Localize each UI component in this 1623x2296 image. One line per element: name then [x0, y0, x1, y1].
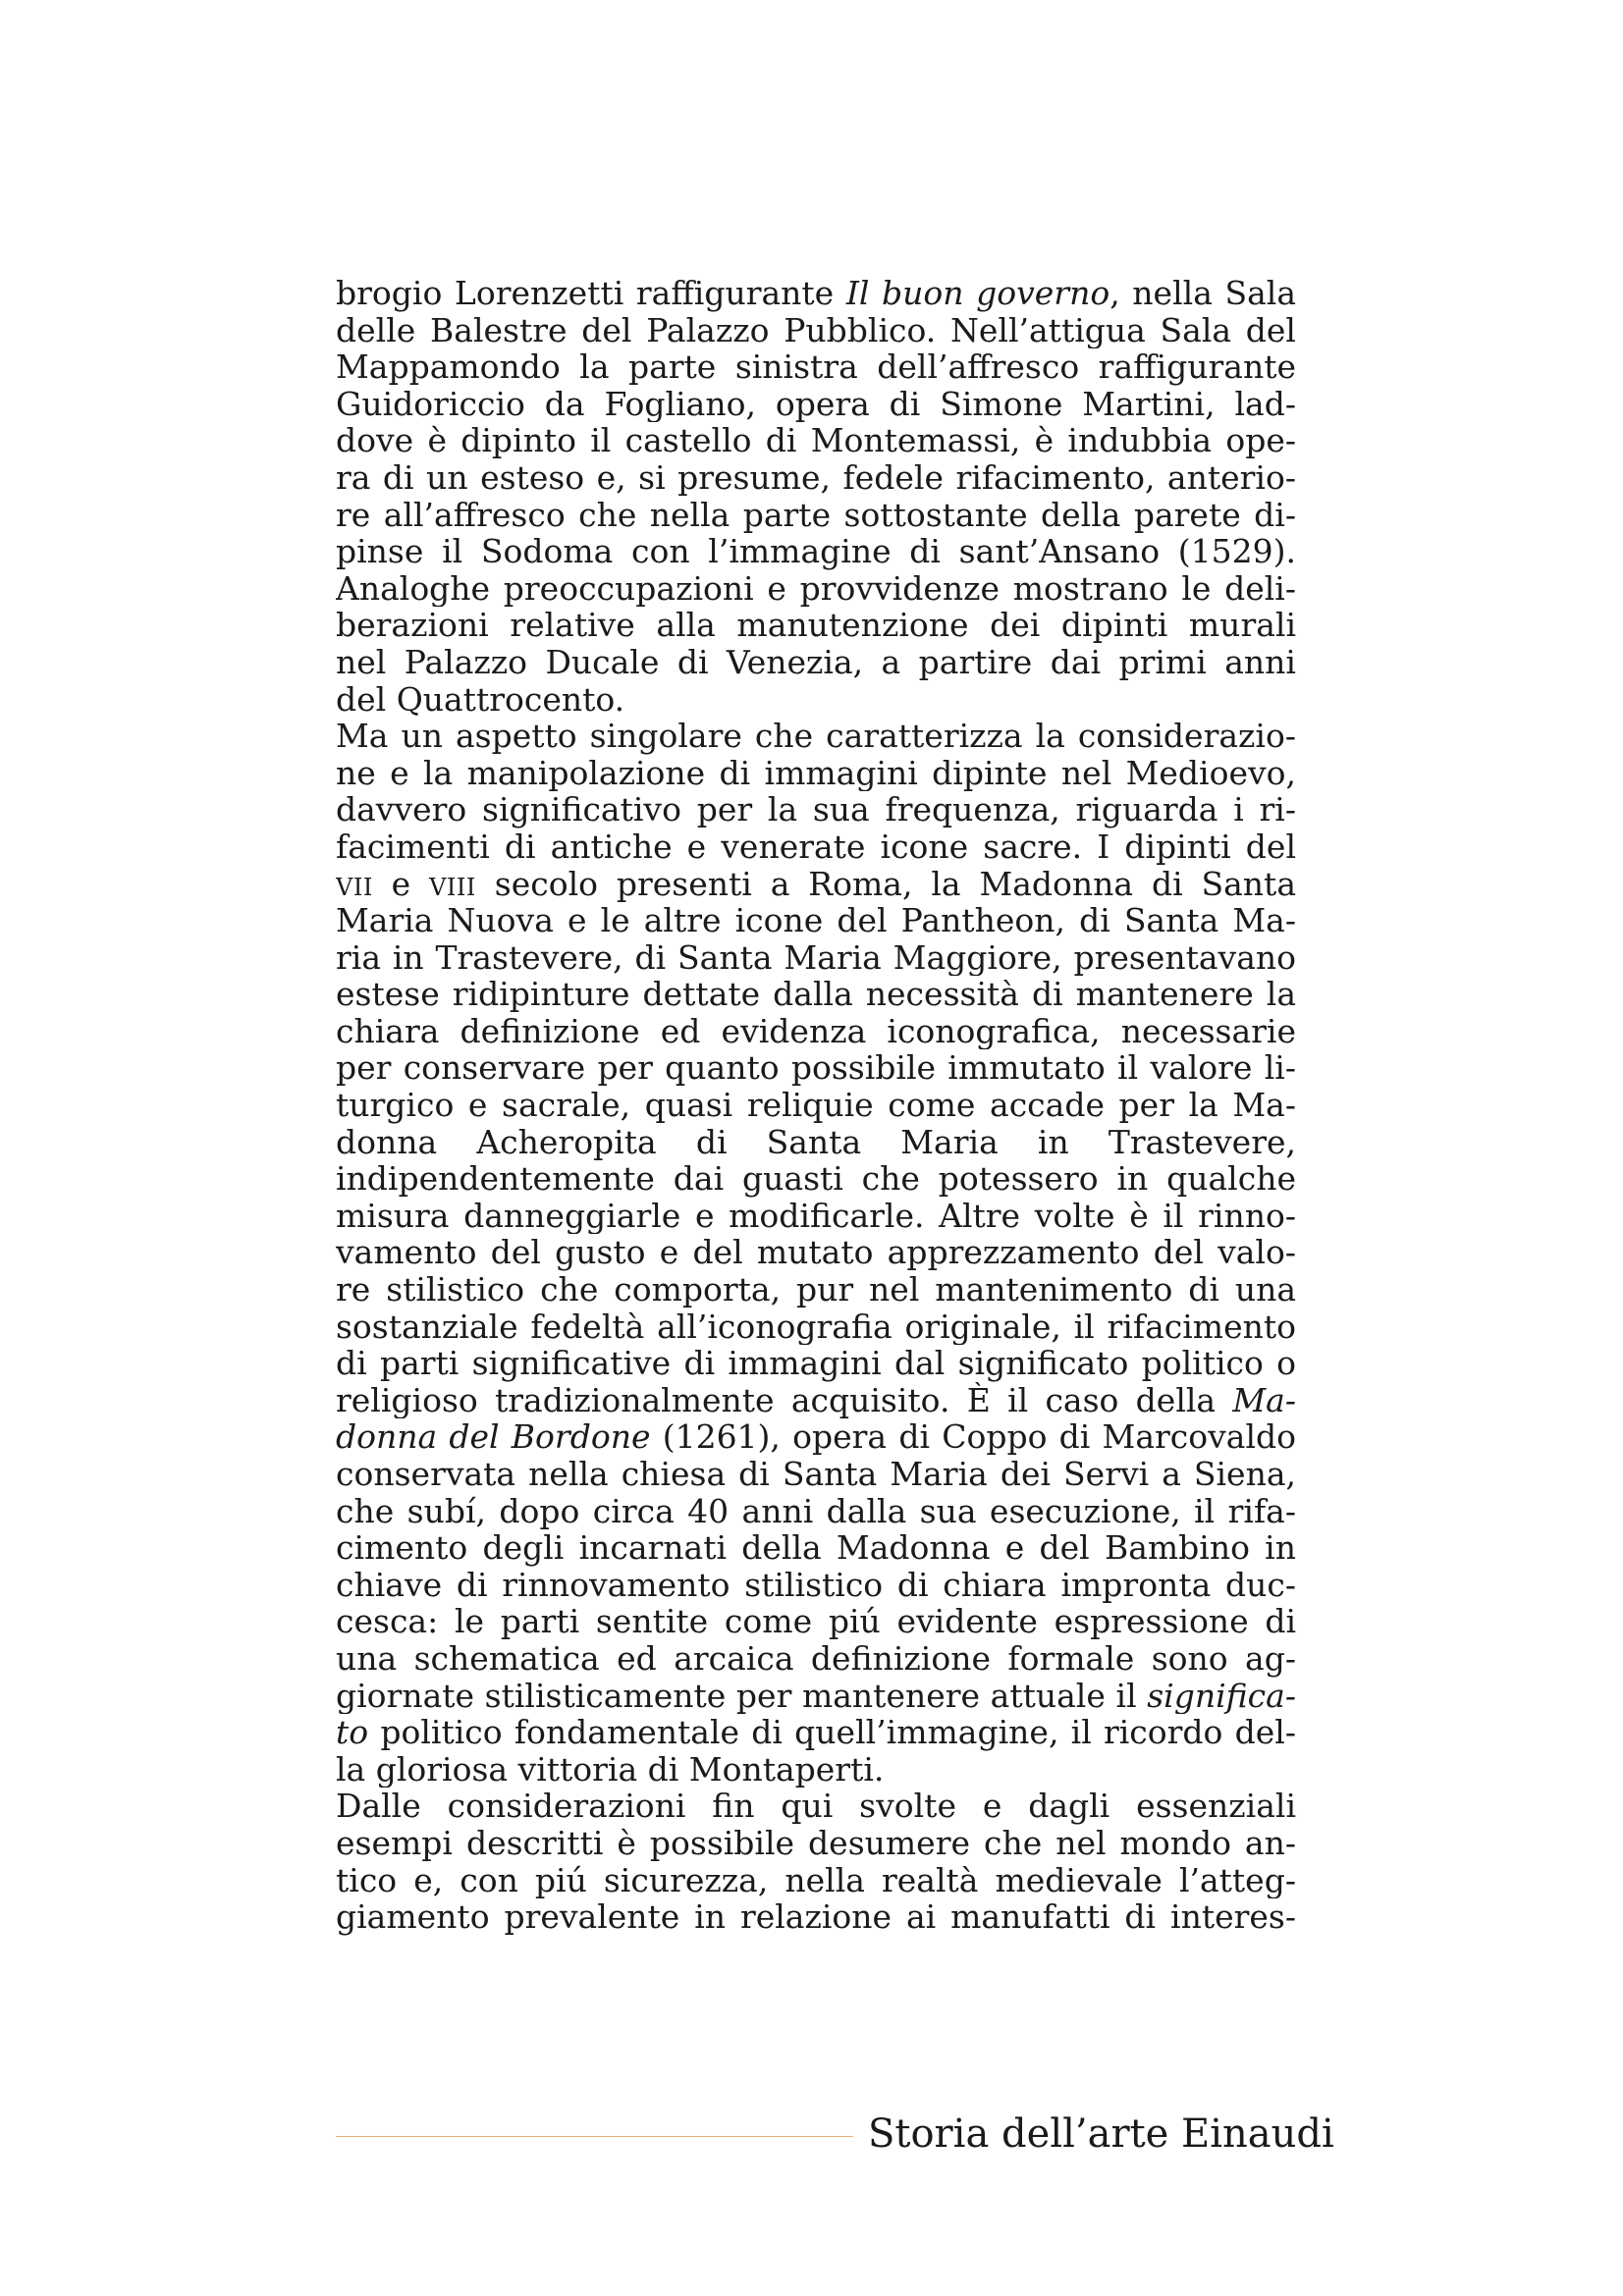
text-line — [336, 459, 1296, 497]
text-line — [336, 1418, 1296, 1456]
text-line — [336, 791, 1296, 828]
text-segment: re all’affresco che nella parte sottostante della parete di- — [336, 496, 1296, 534]
italic-text: significa- — [1147, 1677, 1296, 1715]
text-line — [336, 1788, 1296, 1825]
text-line — [336, 312, 1296, 349]
text-segment: esempi descritti è possibile desumere che nel mondo an- — [336, 1824, 1296, 1862]
text-segment: , nella Sala — [1109, 275, 1296, 312]
text-segment: nel Palazzo Ducale di Venezia, a partire dai primi anni — [336, 643, 1296, 681]
text-line — [336, 1308, 1296, 1346]
text-line — [336, 275, 1296, 312]
text-line — [336, 1345, 1296, 1382]
text-segment: brogio Lorenzetti raffigurante — [336, 275, 846, 312]
text-segment: vamento del gusto e del mutato apprezzamento del valo- — [336, 1234, 1296, 1272]
text-segment: pinse il Sodoma con l’immagine di sant’Ansano (1529). — [336, 533, 1296, 570]
text-line — [336, 1271, 1296, 1308]
text-segment: la gloriosa vittoria di Montaperti. — [336, 1750, 885, 1789]
text-line — [336, 939, 1296, 977]
text-segment: del Quattrocento. — [336, 680, 625, 719]
text-segment: di parti significative di immagini dal significato politico o — [336, 1345, 1296, 1382]
text-segment: donna Acheropita di Santa Maria in Trastevere, — [336, 1123, 1296, 1161]
text-line — [336, 1160, 1296, 1198]
text-segment: davvero significativo per la sua frequenza, riguarda i ri- — [336, 791, 1296, 828]
text-segment: dove è dipinto il castello di Montemassi, è indubbia ope- — [336, 422, 1296, 459]
italic-text: donna del Bordone — [336, 1418, 651, 1456]
running-footer-title: Storia dell’arte Einaudi — [868, 2111, 1334, 2157]
text-line — [336, 1678, 1296, 1715]
text-line — [336, 1382, 1296, 1419]
text-segment: Dalle considerazioni fin qui svolte e dagli essenziali — [336, 1788, 1296, 1825]
text-segment: Analoghe preoccupazioni e provvidenze mostrano le deli- — [336, 569, 1296, 608]
text-segment: religioso tradizionalmente acquisito. È il caso della — [336, 1381, 1233, 1419]
text-line — [336, 1603, 1296, 1640]
text-line — [336, 681, 1296, 719]
text-segment: secolo presenti a Roma, la Madonna di Santa — [475, 865, 1296, 903]
text-segment: che subí, dopo circa 40 anni dalla sua esecuzione, il rifa- — [336, 1492, 1296, 1530]
text-segment: ra di un esteso e, si presume, fedele rifacimento, anterio- — [336, 458, 1296, 497]
text-segment: estese ridipinture dettate dalla necessità di mantenere la — [336, 976, 1296, 1013]
footer-rule — [336, 2136, 853, 2137]
body-text — [336, 275, 1296, 1936]
text-segment: misura danneggiarle e modificarle. Altre volte è il rinno- — [336, 1197, 1296, 1235]
text-line — [336, 1013, 1296, 1050]
text-segment: facimenti di antiche e venerate icone sacre. I dipinti del — [336, 828, 1296, 866]
text-line — [336, 1898, 1296, 1936]
text-segment: ne e la manipolazione di immagini dipinte nel Medioevo, — [336, 754, 1296, 792]
roman-numeral: VIII — [429, 873, 476, 901]
text-line — [336, 1567, 1296, 1604]
text-line — [336, 497, 1296, 534]
text-segment: sostanziale fedeltà all’iconografia originale, il rifacimento — [336, 1308, 1296, 1346]
text-line — [336, 755, 1296, 792]
text-segment: ria in Trastevere, di Santa Maria Maggiore, presentavano — [336, 938, 1296, 977]
text-segment: Ma un aspetto singolare che caratterizza la considerazio- — [336, 718, 1296, 755]
text-line — [336, 1825, 1296, 1862]
text-segment: una schematica ed arcaica definizione formale sono ag- — [336, 1639, 1296, 1678]
text-line — [336, 422, 1296, 459]
text-line — [336, 533, 1296, 570]
text-segment: e — [372, 865, 430, 903]
text-segment: chiave di rinnovamento stilistico di chiara impronta duc- — [336, 1566, 1296, 1604]
text-line — [336, 1714, 1296, 1751]
text-line — [336, 570, 1296, 608]
text-segment: Mappamondo la parte sinistra dell’affresco raffigurante — [336, 348, 1296, 386]
italic-text: Ma- — [1232, 1381, 1296, 1419]
text-segment: berazioni relative alla manutenzione dei dipinti murali — [336, 607, 1296, 644]
text-line — [336, 1640, 1296, 1678]
italic-text: Il buon governo — [845, 275, 1110, 312]
text-segment: (1261), opera di Coppo di Marcovaldo — [650, 1418, 1296, 1456]
text-line — [336, 1124, 1296, 1161]
text-segment: conservata nella chiesa di Santa Maria dei Servi a Siena, — [336, 1456, 1296, 1493]
text-line — [336, 348, 1296, 386]
italic-text: to — [336, 1714, 369, 1751]
text-line — [336, 1862, 1296, 1899]
text-line — [336, 1751, 1296, 1789]
text-segment: per conservare per quanto possibile immutato il valore li- — [336, 1049, 1296, 1088]
text-line — [336, 1198, 1296, 1235]
text-line — [336, 866, 1296, 903]
text-line — [336, 1529, 1296, 1567]
text-segment: giamento prevalente in relazione ai manufatti di interes- — [336, 1898, 1296, 1936]
text-segment: tico e, con piú sicurezza, nella realtà medievale l’atteg- — [336, 1861, 1296, 1899]
roman-numeral: VII — [336, 873, 373, 901]
text-segment: politico fondamentale di quell’immagine, il ricordo del- — [368, 1714, 1296, 1751]
text-line — [336, 607, 1296, 644]
text-line — [336, 976, 1296, 1013]
text-segment: chiara definizione ed evidenza iconografica, necessarie — [336, 1012, 1296, 1050]
text-line — [336, 828, 1296, 866]
text-segment: turgico e sacrale, quasi reliquie come accade per la Ma- — [336, 1087, 1296, 1124]
text-segment: cesca: le parti sentite come piú evidente espressione di — [336, 1603, 1296, 1640]
text-segment: Maria Nuova e le altre icone del Pantheon, di Santa Ma- — [336, 902, 1296, 939]
text-segment: re stilistico che comporta, pur nel mantenimento di una — [336, 1271, 1296, 1308]
text-line — [336, 1493, 1296, 1530]
text-line — [336, 718, 1296, 755]
text-line — [336, 1087, 1296, 1124]
text-line — [336, 902, 1296, 939]
text-line — [336, 1456, 1296, 1493]
text-segment: indipendentemente dai guasti che potessero in qualche — [336, 1160, 1296, 1198]
text-segment: cimento degli incarnati della Madonna e del Bambino in — [336, 1529, 1296, 1567]
text-line — [336, 644, 1296, 681]
text-segment: Guidoriccio da Fogliano, opera di Simone Martini, lad- — [336, 385, 1296, 423]
text-segment: delle Balestre del Palazzo Pubblico. Nell’attigua Sala del — [336, 311, 1296, 349]
text-line — [336, 1049, 1296, 1087]
text-segment: giornate stilisticamente per mantenere attuale il — [336, 1677, 1148, 1715]
text-line — [336, 1234, 1296, 1271]
text-line — [336, 386, 1296, 423]
